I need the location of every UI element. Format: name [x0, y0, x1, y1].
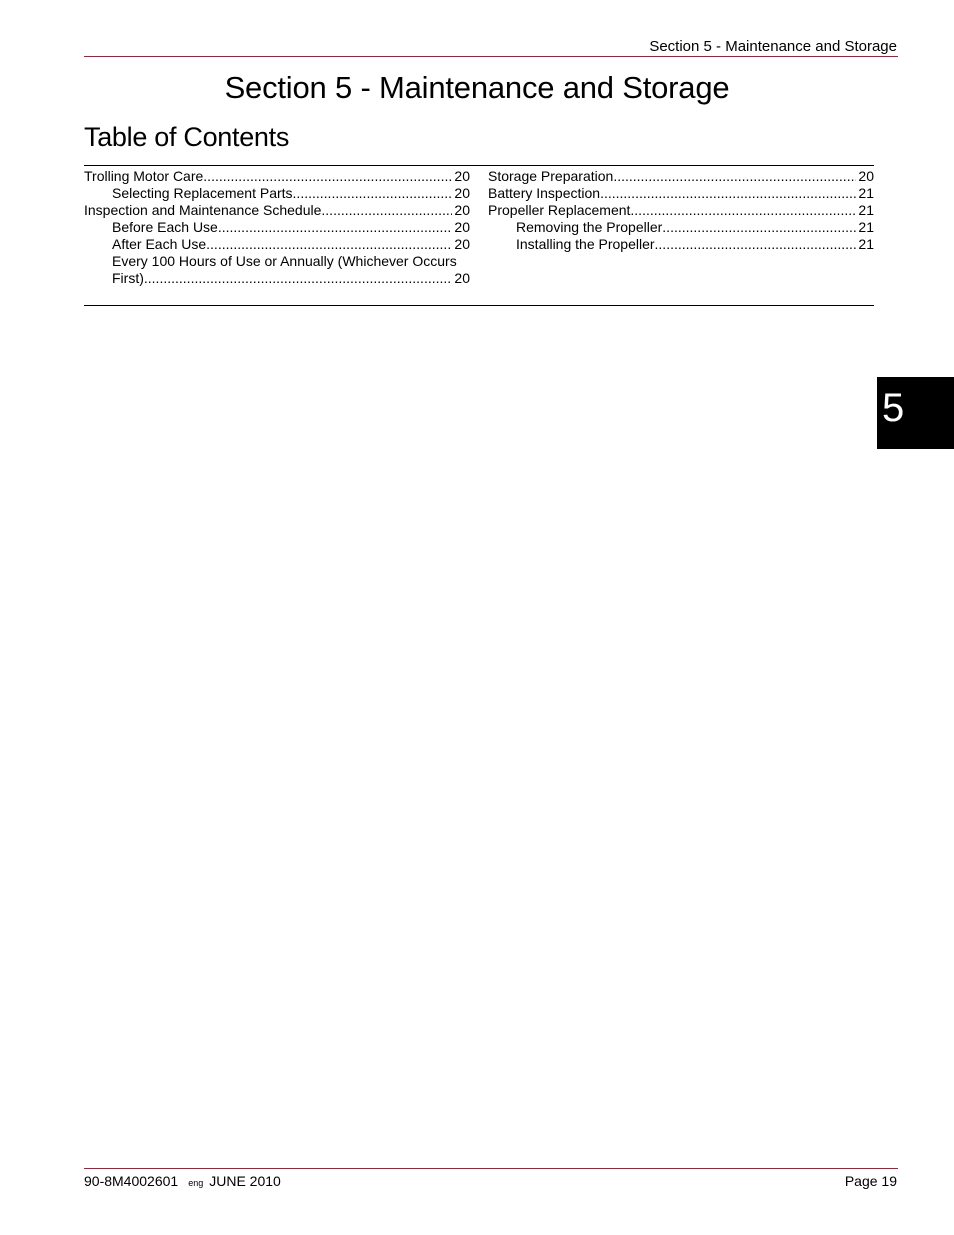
footer-date: JUNE 2010 — [209, 1173, 281, 1189]
toc-entry-page: 20 — [454, 185, 470, 201]
header-rule — [84, 56, 898, 57]
toc-entry-label: Before Each Use — [112, 219, 218, 235]
page-title: Section 5 - Maintenance and Storage — [224, 70, 730, 105]
toc-entry-label: After Each Use — [112, 236, 207, 252]
toc-leader-dots — [293, 185, 453, 202]
toc-entry-page: 20 — [454, 168, 470, 184]
toc-entry-installing-propeller[interactable] — [488, 236, 874, 253]
toc-heading: Table of Contents — [84, 122, 290, 152]
toc-entry-battery-inspection[interactable] — [488, 185, 874, 202]
toc-entry-page: 21 — [858, 236, 874, 252]
footer-rule — [84, 1168, 898, 1169]
toc-entry-page: 21 — [858, 202, 874, 218]
toc-top-rule — [84, 165, 874, 166]
footer-doc-number: 90-8M4002601 — [84, 1173, 179, 1189]
running-header: Section 5 - Maintenance and Storage — [649, 38, 897, 55]
toc-leader-dots — [630, 202, 856, 219]
toc-leader-dots — [600, 185, 856, 202]
section-tab — [877, 377, 954, 449]
toc-leader-dots — [206, 236, 452, 253]
toc-entry-before-each-use[interactable] — [84, 219, 470, 236]
footer-language: eng — [188, 1178, 204, 1188]
toc-entry-label: First) — [112, 270, 144, 286]
toc-entry-after-each-use[interactable] — [84, 236, 470, 253]
toc-entry-page: 20 — [454, 270, 470, 286]
toc-leader-dots — [144, 270, 453, 287]
toc-entry-label: Inspection and Maintenance Schedule — [84, 202, 322, 218]
toc-entry-page: 20 — [454, 202, 470, 218]
toc-entry-label: Battery Inspection — [488, 185, 601, 201]
section-tab-number: 5 — [882, 386, 905, 430]
toc-bottom-rule — [84, 305, 874, 306]
toc-entry-label: Propeller Replacement — [488, 202, 631, 218]
toc-leader-dots — [203, 168, 452, 185]
toc-leader-dots — [662, 219, 856, 236]
toc-leader-dots — [655, 236, 857, 253]
toc-leader-dots — [321, 202, 452, 219]
toc-entry-label: Every 100 Hours of Use or Annually (Whichever Occurs — [112, 253, 457, 269]
toc-entry-label: Removing the Propeller — [516, 219, 663, 235]
toc-leader-dots — [218, 219, 453, 236]
toc-entry-every-100-hours-line1[interactable] — [84, 253, 470, 270]
toc-entry-page: 20 — [454, 236, 470, 252]
toc-entry-trolling-motor-care[interactable] — [84, 168, 470, 185]
footer-page-number: Page 19 — [844, 1173, 897, 1189]
toc-entry-propeller-replacement[interactable] — [488, 202, 874, 219]
toc-entry-label: Storage Preparation — [488, 168, 614, 184]
toc-entry-label: Trolling Motor Care — [84, 168, 204, 184]
toc-entry-page: 20 — [858, 168, 874, 184]
toc-entry-selecting-replacement-parts[interactable] — [84, 185, 470, 202]
toc-entry-page: 21 — [858, 219, 874, 235]
toc-entry-storage-preparation[interactable] — [488, 168, 874, 185]
toc-column-left — [84, 168, 470, 287]
toc-entry-page: 20 — [454, 219, 470, 235]
toc-entry-label: Selecting Replacement Parts — [112, 185, 293, 201]
toc-entry-removing-propeller[interactable] — [488, 219, 874, 236]
toc-entry-inspection-schedule[interactable] — [84, 202, 470, 219]
toc-entry-every-100-hours-line2[interactable] — [84, 270, 470, 287]
toc-leader-dots — [613, 168, 856, 185]
toc-entry-page: 21 — [858, 185, 874, 201]
footer-document-info — [84, 1173, 281, 1189]
toc-column-right — [488, 168, 874, 253]
toc-entry-label: Installing the Propeller — [516, 236, 655, 252]
